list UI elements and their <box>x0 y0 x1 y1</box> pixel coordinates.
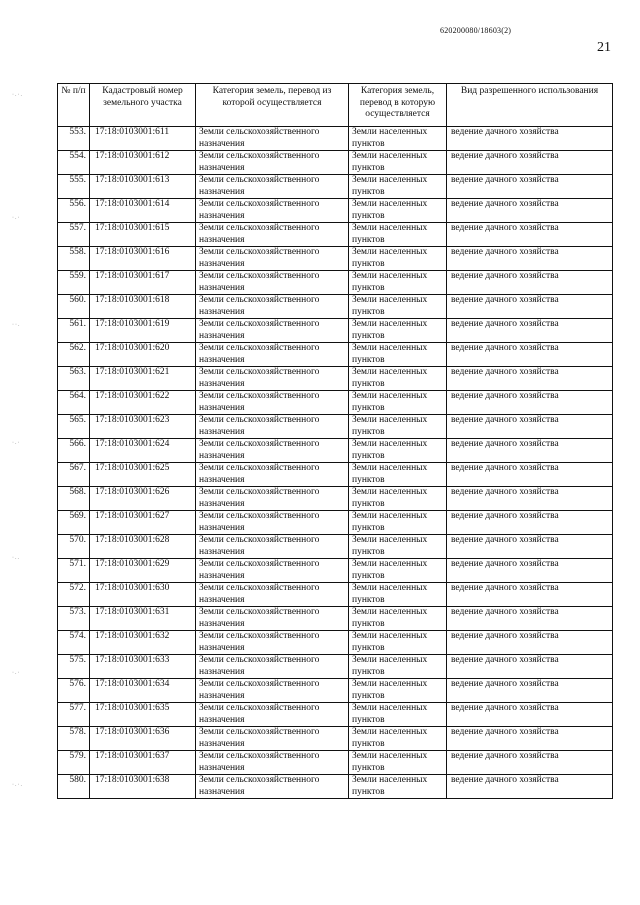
permitted-use-cell: ведение дачного хозяйства <box>447 151 613 175</box>
permitted-use-cell: ведение дачного хозяйства <box>447 559 613 583</box>
category-from-cell: Земли сельскохозяйственного назначения <box>196 511 349 535</box>
permitted-use-cell: ведение дачного хозяйства <box>447 247 613 271</box>
permitted-use-cell: ведение дачного хозяйства <box>447 439 613 463</box>
cadastral-number-cell: 17:18:0103001:631 <box>90 607 196 631</box>
row-number-cell: 578. <box>58 727 90 751</box>
cadastral-number-cell: 17:18:0103001:632 <box>90 631 196 655</box>
row-number-cell: 560. <box>58 295 90 319</box>
permitted-use-cell: ведение дачного хозяйства <box>447 511 613 535</box>
cadastral-number-cell: 17:18:0103001:612 <box>90 151 196 175</box>
category-to-cell: Земли населенных пунктов <box>349 727 447 751</box>
permitted-use-cell: ведение дачного хозяйства <box>447 199 613 223</box>
permitted-use-cell: ведение дачного хозяйства <box>447 703 613 727</box>
cadastral-number-cell: 17:18:0103001:622 <box>90 391 196 415</box>
row-number-cell: 565. <box>58 415 90 439</box>
permitted-use-cell: ведение дачного хозяйства <box>447 175 613 199</box>
cadastral-number-cell: 17:18:0103001:633 <box>90 655 196 679</box>
row-number-cell: 571. <box>58 559 90 583</box>
cadastral-number-cell: 17:18:0103001:637 <box>90 751 196 775</box>
scan-margin-mark: ·.· <box>12 440 21 446</box>
row-number-cell: 554. <box>58 151 90 175</box>
cadastral-number-cell: 17:18:0103001:615 <box>90 223 196 247</box>
table-row <box>58 367 613 391</box>
category-to-cell: Земли населенных пунктов <box>349 247 447 271</box>
permitted-use-cell: ведение дачного хозяйства <box>447 727 613 751</box>
category-from-cell: Земли сельскохозяйственного назначения <box>196 487 349 511</box>
category-from-cell: Земли сельскохозяйственного назначения <box>196 559 349 583</box>
table-row <box>58 487 613 511</box>
row-number-cell: 557. <box>58 223 90 247</box>
category-from-cell: Земли сельскохозяйственного назначения <box>196 607 349 631</box>
scan-margin-mark: ·.· <box>12 670 21 676</box>
category-from-cell: Земли сельскохозяйственного назначения <box>196 391 349 415</box>
row-number-cell: 562. <box>58 343 90 367</box>
land-plot-table <box>57 83 613 799</box>
category-from-cell: Земли сельскохозяйственного назначения <box>196 703 349 727</box>
category-to-cell: Земли населенных пунктов <box>349 655 447 679</box>
table-row <box>58 415 613 439</box>
column-header-cadastral: Кадастровый номер земельного участка <box>90 84 196 127</box>
cadastral-number-cell: 17:18:0103001:619 <box>90 319 196 343</box>
category-to-cell: Земли населенных пунктов <box>349 583 447 607</box>
table-row <box>58 439 613 463</box>
table-row <box>58 631 613 655</box>
category-from-cell: Земли сельскохозяйственного назначения <box>196 631 349 655</box>
row-number-cell: 559. <box>58 271 90 295</box>
row-number-cell: 570. <box>58 535 90 559</box>
cadastral-number-cell: 17:18:0103001:621 <box>90 367 196 391</box>
scan-margin-mark: ·.·. <box>12 782 23 788</box>
category-to-cell: Земли населенных пунктов <box>349 535 447 559</box>
category-to-cell: Земли населенных пунктов <box>349 751 447 775</box>
cadastral-number-cell: 17:18:0103001:626 <box>90 487 196 511</box>
category-to-cell: Земли населенных пунктов <box>349 295 447 319</box>
cadastral-number-cell: 17:18:0103001:636 <box>90 727 196 751</box>
category-to-cell: Земли населенных пунктов <box>349 175 447 199</box>
table-row <box>58 319 613 343</box>
category-from-cell: Земли сельскохозяйственного назначения <box>196 535 349 559</box>
category-to-cell: Земли населенных пунктов <box>349 367 447 391</box>
cadastral-number-cell: 17:18:0103001:617 <box>90 271 196 295</box>
row-number-cell: 553. <box>58 127 90 151</box>
column-header-category-to: Категория земель, перевод в которую осуществляется <box>349 84 447 127</box>
category-from-cell: Земли сельскохозяйственного назначения <box>196 271 349 295</box>
category-to-cell: Земли населенных пунктов <box>349 343 447 367</box>
cadastral-number-cell: 17:18:0103001:613 <box>90 175 196 199</box>
table-row <box>58 583 613 607</box>
table-row <box>58 535 613 559</box>
category-to-cell: Земли населенных пунктов <box>349 703 447 727</box>
row-number-cell: 579. <box>58 751 90 775</box>
cadastral-number-cell: 17:18:0103001:620 <box>90 343 196 367</box>
category-to-cell: Земли населенных пунктов <box>349 391 447 415</box>
permitted-use-cell: ведение дачного хозяйства <box>447 631 613 655</box>
table-row <box>58 391 613 415</box>
permitted-use-cell: ведение дачного хозяйства <box>447 295 613 319</box>
table-row <box>58 775 613 799</box>
cadastral-number-cell: 17:18:0103001:628 <box>90 535 196 559</box>
table-row <box>58 463 613 487</box>
row-number-cell: 558. <box>58 247 90 271</box>
scan-margin-mark: ··. <box>12 322 21 328</box>
category-to-cell: Земли населенных пунктов <box>349 415 447 439</box>
cadastral-number-cell: 17:18:0103001:623 <box>90 415 196 439</box>
row-number-cell: 561. <box>58 319 90 343</box>
category-from-cell: Земли сельскохозяйственного назначения <box>196 439 349 463</box>
table-row <box>58 343 613 367</box>
permitted-use-cell: ведение дачного хозяйства <box>447 751 613 775</box>
table-header-row <box>58 84 613 127</box>
table-row <box>58 607 613 631</box>
permitted-use-cell: ведение дачного хозяйства <box>447 679 613 703</box>
category-from-cell: Земли сельскохозяйственного назначения <box>196 727 349 751</box>
cadastral-number-cell: 17:18:0103001:616 <box>90 247 196 271</box>
table-body <box>58 127 613 799</box>
category-to-cell: Земли населенных пунктов <box>349 679 447 703</box>
cadastral-number-cell: 17:18:0103001:625 <box>90 463 196 487</box>
category-to-cell: Земли населенных пунктов <box>349 319 447 343</box>
row-number-cell: 572. <box>58 583 90 607</box>
permitted-use-cell: ведение дачного хозяйства <box>447 391 613 415</box>
table-row <box>58 511 613 535</box>
table-row <box>58 199 613 223</box>
permitted-use-cell: ведение дачного хозяйства <box>447 775 613 799</box>
permitted-use-cell: ведение дачного хозяйства <box>447 583 613 607</box>
category-from-cell: Земли сельскохозяйственного назначения <box>196 415 349 439</box>
column-header-permitted-use: Вид разрешенного использования <box>447 84 613 127</box>
table-row <box>58 751 613 775</box>
category-from-cell: Земли сельскохозяйственного назначения <box>196 775 349 799</box>
category-from-cell: Земли сельскохозяйственного назначения <box>196 343 349 367</box>
table-row <box>58 127 613 151</box>
column-header-number: № п/п <box>58 84 90 127</box>
category-to-cell: Земли населенных пунктов <box>349 463 447 487</box>
category-to-cell: Земли населенных пунктов <box>349 631 447 655</box>
permitted-use-cell: ведение дачного хозяйства <box>447 535 613 559</box>
category-to-cell: Земли населенных пунктов <box>349 439 447 463</box>
category-from-cell: Земли сельскохозяйственного назначения <box>196 319 349 343</box>
category-from-cell: Земли сельскохозяйственного назначения <box>196 463 349 487</box>
row-number-cell: 568. <box>58 487 90 511</box>
category-from-cell: Земли сельскохозяйственного назначения <box>196 679 349 703</box>
row-number-cell: 564. <box>58 391 90 415</box>
cadastral-number-cell: 17:18:0103001:638 <box>90 775 196 799</box>
row-number-cell: 574. <box>58 631 90 655</box>
scan-margin-mark: ·.· <box>12 215 21 221</box>
permitted-use-cell: ведение дачного хозяйства <box>447 127 613 151</box>
row-number-cell: 576. <box>58 679 90 703</box>
category-from-cell: Земли сельскохозяйственного назначения <box>196 247 349 271</box>
permitted-use-cell: ведение дачного хозяйства <box>447 343 613 367</box>
cadastral-number-cell: 17:18:0103001:614 <box>90 199 196 223</box>
page-number: 21 <box>597 40 611 55</box>
category-to-cell: Земли населенных пунктов <box>349 199 447 223</box>
category-to-cell: Земли населенных пунктов <box>349 223 447 247</box>
permitted-use-cell: ведение дачного хозяйства <box>447 367 613 391</box>
row-number-cell: 580. <box>58 775 90 799</box>
category-to-cell: Земли населенных пунктов <box>349 511 447 535</box>
category-to-cell: Земли населенных пунктов <box>349 775 447 799</box>
cadastral-number-cell: 17:18:0103001:629 <box>90 559 196 583</box>
scan-margin-mark: ·.. <box>12 555 20 561</box>
category-from-cell: Земли сельскохозяйственного назначения <box>196 151 349 175</box>
category-from-cell: Земли сельскохозяйственного назначения <box>196 583 349 607</box>
table-row <box>58 175 613 199</box>
table-row <box>58 559 613 583</box>
category-from-cell: Земли сельскохозяйственного назначения <box>196 367 349 391</box>
permitted-use-cell: ведение дачного хозяйства <box>447 463 613 487</box>
column-header-category-from: Категория земель, перевод из которой осуществляется <box>196 84 349 127</box>
category-from-cell: Земли сельскохозяйственного назначения <box>196 223 349 247</box>
permitted-use-cell: ведение дачного хозяйства <box>447 607 613 631</box>
table-row <box>58 679 613 703</box>
category-from-cell: Земли сельскохозяйственного назначения <box>196 175 349 199</box>
scan-margin-mark: ·.·. <box>12 92 23 98</box>
table-row <box>58 703 613 727</box>
category-from-cell: Земли сельскохозяйственного назначения <box>196 655 349 679</box>
row-number-cell: 577. <box>58 703 90 727</box>
document-code: 620200080/18603(2) <box>440 26 512 35</box>
category-to-cell: Земли населенных пунктов <box>349 607 447 631</box>
permitted-use-cell: ведение дачного хозяйства <box>447 655 613 679</box>
table-row <box>58 247 613 271</box>
category-to-cell: Земли населенных пунктов <box>349 559 447 583</box>
table-row <box>58 727 613 751</box>
permitted-use-cell: ведение дачного хозяйства <box>447 223 613 247</box>
permitted-use-cell: ведение дачного хозяйства <box>447 319 613 343</box>
row-number-cell: 566. <box>58 439 90 463</box>
row-number-cell: 575. <box>58 655 90 679</box>
table-row <box>58 151 613 175</box>
cadastral-number-cell: 17:18:0103001:624 <box>90 439 196 463</box>
row-number-cell: 567. <box>58 463 90 487</box>
category-from-cell: Земли сельскохозяйственного назначения <box>196 751 349 775</box>
cadastral-number-cell: 17:18:0103001:618 <box>90 295 196 319</box>
category-to-cell: Земли населенных пунктов <box>349 487 447 511</box>
table-row <box>58 271 613 295</box>
cadastral-number-cell: 17:18:0103001:627 <box>90 511 196 535</box>
row-number-cell: 555. <box>58 175 90 199</box>
permitted-use-cell: ведение дачного хозяйства <box>447 415 613 439</box>
row-number-cell: 569. <box>58 511 90 535</box>
category-from-cell: Земли сельскохозяйственного назначения <box>196 199 349 223</box>
category-from-cell: Земли сельскохозяйственного назначения <box>196 127 349 151</box>
row-number-cell: 556. <box>58 199 90 223</box>
cadastral-number-cell: 17:18:0103001:635 <box>90 703 196 727</box>
table-row <box>58 223 613 247</box>
permitted-use-cell: ведение дачного хозяйства <box>447 487 613 511</box>
table-row <box>58 295 613 319</box>
category-to-cell: Земли населенных пунктов <box>349 151 447 175</box>
category-to-cell: Земли населенных пунктов <box>349 271 447 295</box>
cadastral-number-cell: 17:18:0103001:634 <box>90 679 196 703</box>
cadastral-number-cell: 17:18:0103001:630 <box>90 583 196 607</box>
table-row <box>58 655 613 679</box>
row-number-cell: 563. <box>58 367 90 391</box>
row-number-cell: 573. <box>58 607 90 631</box>
permitted-use-cell: ведение дачного хозяйства <box>447 271 613 295</box>
category-from-cell: Земли сельскохозяйственного назначения <box>196 295 349 319</box>
category-to-cell: Земли населенных пунктов <box>349 127 447 151</box>
cadastral-number-cell: 17:18:0103001:611 <box>90 127 196 151</box>
